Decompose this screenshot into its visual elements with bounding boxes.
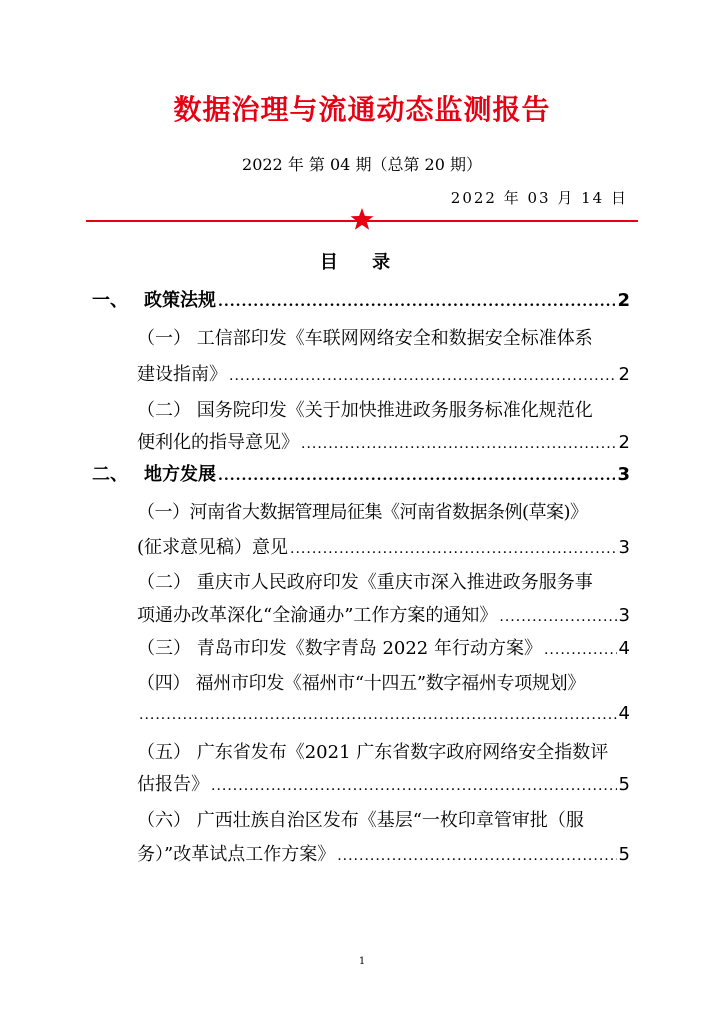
toc-leader-dots: [218, 468, 615, 484]
toc-item-2-2-line1[interactable]: （二） 重庆市人民政府印发《重庆市深入推进政务服务事: [137, 572, 593, 593]
red-star-icon: [350, 207, 374, 231]
toc-item-1-1[interactable]: [137, 360, 630, 386]
toc-leader-dots: [301, 436, 617, 452]
toc-section-number: 二、: [92, 464, 128, 485]
toc-page-number: 3: [617, 464, 630, 485]
toc-page-number: 3: [618, 605, 630, 626]
toc-leader-dots: [139, 707, 617, 723]
toc-heading: 目 录: [319, 252, 405, 273]
toc-page-number: 2: [617, 290, 630, 311]
toc-page-number: 2: [618, 364, 630, 385]
toc-item-2-2[interactable]: [137, 601, 630, 627]
toc-item-2-1-line1[interactable]: （一）河南省大数据管理局征集《河南省数据条例(草案)》: [137, 502, 588, 523]
toc-item-text: 建设指南》: [137, 364, 227, 385]
toc-item-2-5[interactable]: [137, 770, 630, 796]
toc-item-1-2[interactable]: [137, 428, 630, 454]
toc-item-text: 务）”改革试点工作方案》: [137, 844, 336, 865]
toc-item-1-2-line1[interactable]: （二） 国务院印发《关于加快推进政务服务标准化规范化: [137, 400, 593, 421]
toc-leader-dots: [218, 294, 615, 310]
toc-item-text: (征求意见稿）意见: [137, 537, 289, 558]
toc-page-number: 5: [618, 774, 630, 795]
toc-section-number: 一、: [92, 290, 128, 311]
page-footer-number: 1: [358, 956, 366, 967]
issue-date: 2022 年 03 月 14 日: [450, 189, 628, 207]
toc-item-text: 便利化的指导意见》: [137, 432, 299, 453]
toc-item-2-3[interactable]: [137, 634, 630, 660]
toc-item-text: （三） 青岛市印发《数字青岛 2022 年行动方案》: [137, 638, 542, 659]
toc-page-number: 2: [618, 432, 630, 453]
issue-number: 2022 年 第 04 期（总第 20 期）: [242, 155, 482, 174]
toc-item-text: 项通办改革深化“全渝通办”工作方案的通知》: [137, 605, 498, 626]
toc-leader-dots: [499, 609, 616, 625]
toc-item-2-6-line1[interactable]: （六） 广西壮族自治区发布《基层“一枚印章管审批（服: [137, 810, 584, 831]
toc-leader-dots: [211, 778, 617, 794]
toc-leader-dots: [337, 848, 616, 864]
toc-page-number: 3: [618, 537, 630, 558]
toc-leader-dots: [229, 368, 617, 384]
toc-section-1[interactable]: [92, 286, 630, 312]
toc-item-text: 估报告》: [137, 774, 209, 795]
toc-section-title: 地方发展: [144, 464, 216, 485]
toc-page-number: 4: [618, 703, 630, 724]
report-title: 数据治理与流通动态监测报告: [173, 93, 551, 126]
toc-item-2-4-line1[interactable]: （四） 福州市印发《福州市“十四五”数字福州专项规划》: [137, 673, 586, 694]
toc-page-number: 5: [618, 844, 630, 865]
toc-item-2-1[interactable]: [137, 533, 630, 559]
toc-section-title: 政策法规: [144, 290, 216, 311]
toc-page-number: 4: [618, 638, 630, 659]
toc-leader-dots: [544, 642, 617, 658]
toc-item-2-4[interactable]: [137, 703, 630, 724]
toc-section-2[interactable]: [92, 460, 630, 486]
toc-item-2-5-line1[interactable]: （五） 广东省发布《2021 广东省数字政府网络安全指数评: [137, 742, 609, 763]
toc-item-2-6[interactable]: [137, 840, 630, 866]
toc-item-1-1-line1[interactable]: （一） 工信部印发《车联网网络安全和数据安全标准体系: [137, 328, 593, 349]
toc-leader-dots: [290, 541, 617, 557]
